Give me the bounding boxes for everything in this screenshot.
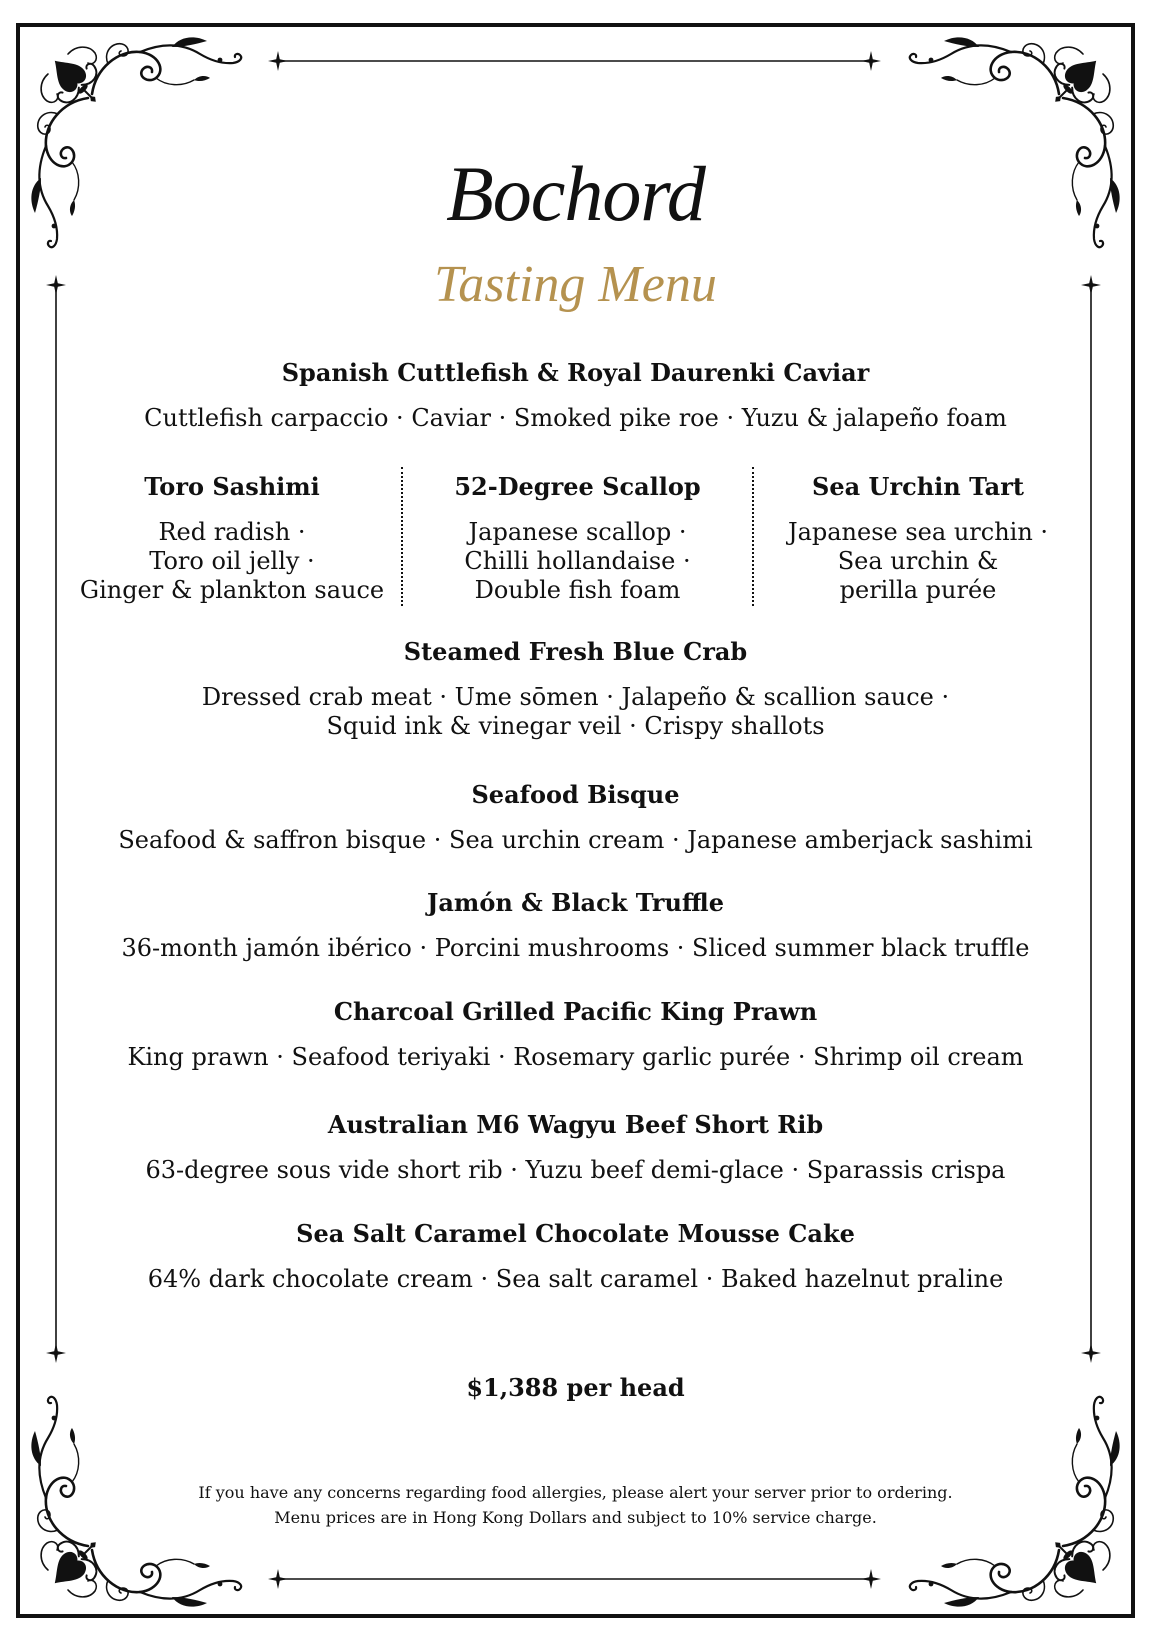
course-name: Australian M6 Wagyu Beef Short Rib [327, 1110, 824, 1139]
course-description: 36-month jamón ibérico · Porcini mushrooms · Sliced summer black truffle [121, 934, 1030, 962]
course-description: Cuttlefish carpaccio · Caviar · Smoked pike roe · Yuzu & jalapeño foam [144, 404, 1007, 432]
course-name: Toro Sashimi [144, 472, 320, 501]
trio-column-2 [402, 469, 753, 605]
left-rule-bottom-star-icon [46, 1343, 66, 1363]
course-description-line: Double fish foam [474, 576, 681, 604]
course-description: King prawn · Seafood teriyaki · Rosemary garlic purée · Shrimp oil cream [127, 1043, 1024, 1071]
course-item [0, 885, 1151, 963]
course-name: Sea Urchin Tart [812, 472, 1024, 501]
course-description-line: Dressed crab meat · Ume sōmen · Jalapeño & scallion sauce · [201, 683, 950, 711]
course-item [0, 634, 1151, 741]
trio-section [0, 469, 1151, 609]
trio-column-3 [753, 469, 1083, 605]
course-item [0, 994, 1151, 1072]
course-name: Spanish Cuttlefish & Royal Daurenki Caviar [281, 358, 870, 387]
course-item [0, 1216, 1151, 1294]
bottom-rule-left-star-icon [268, 1569, 288, 1589]
trio-column-1 [62, 469, 402, 605]
course-first [0, 355, 1151, 433]
course-name: 52-Degree Scallop [454, 472, 701, 501]
footnotes [0, 1480, 1151, 1530]
top-rule-right-star-icon [861, 51, 881, 71]
top-rule-left-star-icon [268, 51, 288, 71]
course-description-line: Japanese sea urchin · [787, 518, 1049, 546]
service-charge-notice: Menu prices are in Hong Kong Dollars and subject to 10% service charge. [274, 1508, 877, 1527]
allergy-notice: If you have any concerns regarding food allergies, please alert your server prior to ordering. [198, 1483, 953, 1502]
course-description-line: Red radish · [158, 518, 306, 546]
right-rule-bottom-star-icon [1081, 1343, 1101, 1363]
menu-subtitle: Tasting Menu [434, 256, 717, 313]
course-name: Charcoal Grilled Pacific King Prawn [333, 997, 818, 1026]
course-description-line: Japanese scallop · [468, 518, 687, 546]
course-description-line: Ginger & plankton sauce [79, 576, 385, 604]
course-description: 64% dark chocolate cream · Sea salt caramel · Baked hazelnut praline [147, 1265, 1004, 1293]
course-description: Seafood & saffron bisque · Sea urchin cream · Japanese amberjack sashimi [118, 826, 1033, 854]
course-name: Jamón & Black Truffle [427, 888, 724, 917]
course-description-line: Sea urchin & [837, 547, 999, 575]
course-description-line: Toro oil jelly · [149, 547, 315, 575]
course-description-line: Squid ink & vinegar veil · Crispy shallots [326, 712, 825, 740]
bottom-rule-right-star-icon [861, 1569, 881, 1589]
course-name: Steamed Fresh Blue Crab [403, 637, 748, 666]
course-description-line: perilla purée [839, 576, 997, 604]
course-item [0, 1107, 1151, 1185]
price-per-head: $1,388 per head [466, 1373, 685, 1402]
course-description: 63-degree sous vide short rib · Yuzu beef demi-glace · Sparassis crispa [145, 1156, 1006, 1184]
restaurant-name: Bochord [446, 150, 705, 237]
course-item [0, 777, 1151, 855]
course-name: Seafood Bisque [471, 780, 680, 809]
course-name: Sea Salt Caramel Chocolate Mousse Cake [296, 1219, 855, 1248]
course-description-line: Chilli hollandaise · [464, 547, 691, 575]
